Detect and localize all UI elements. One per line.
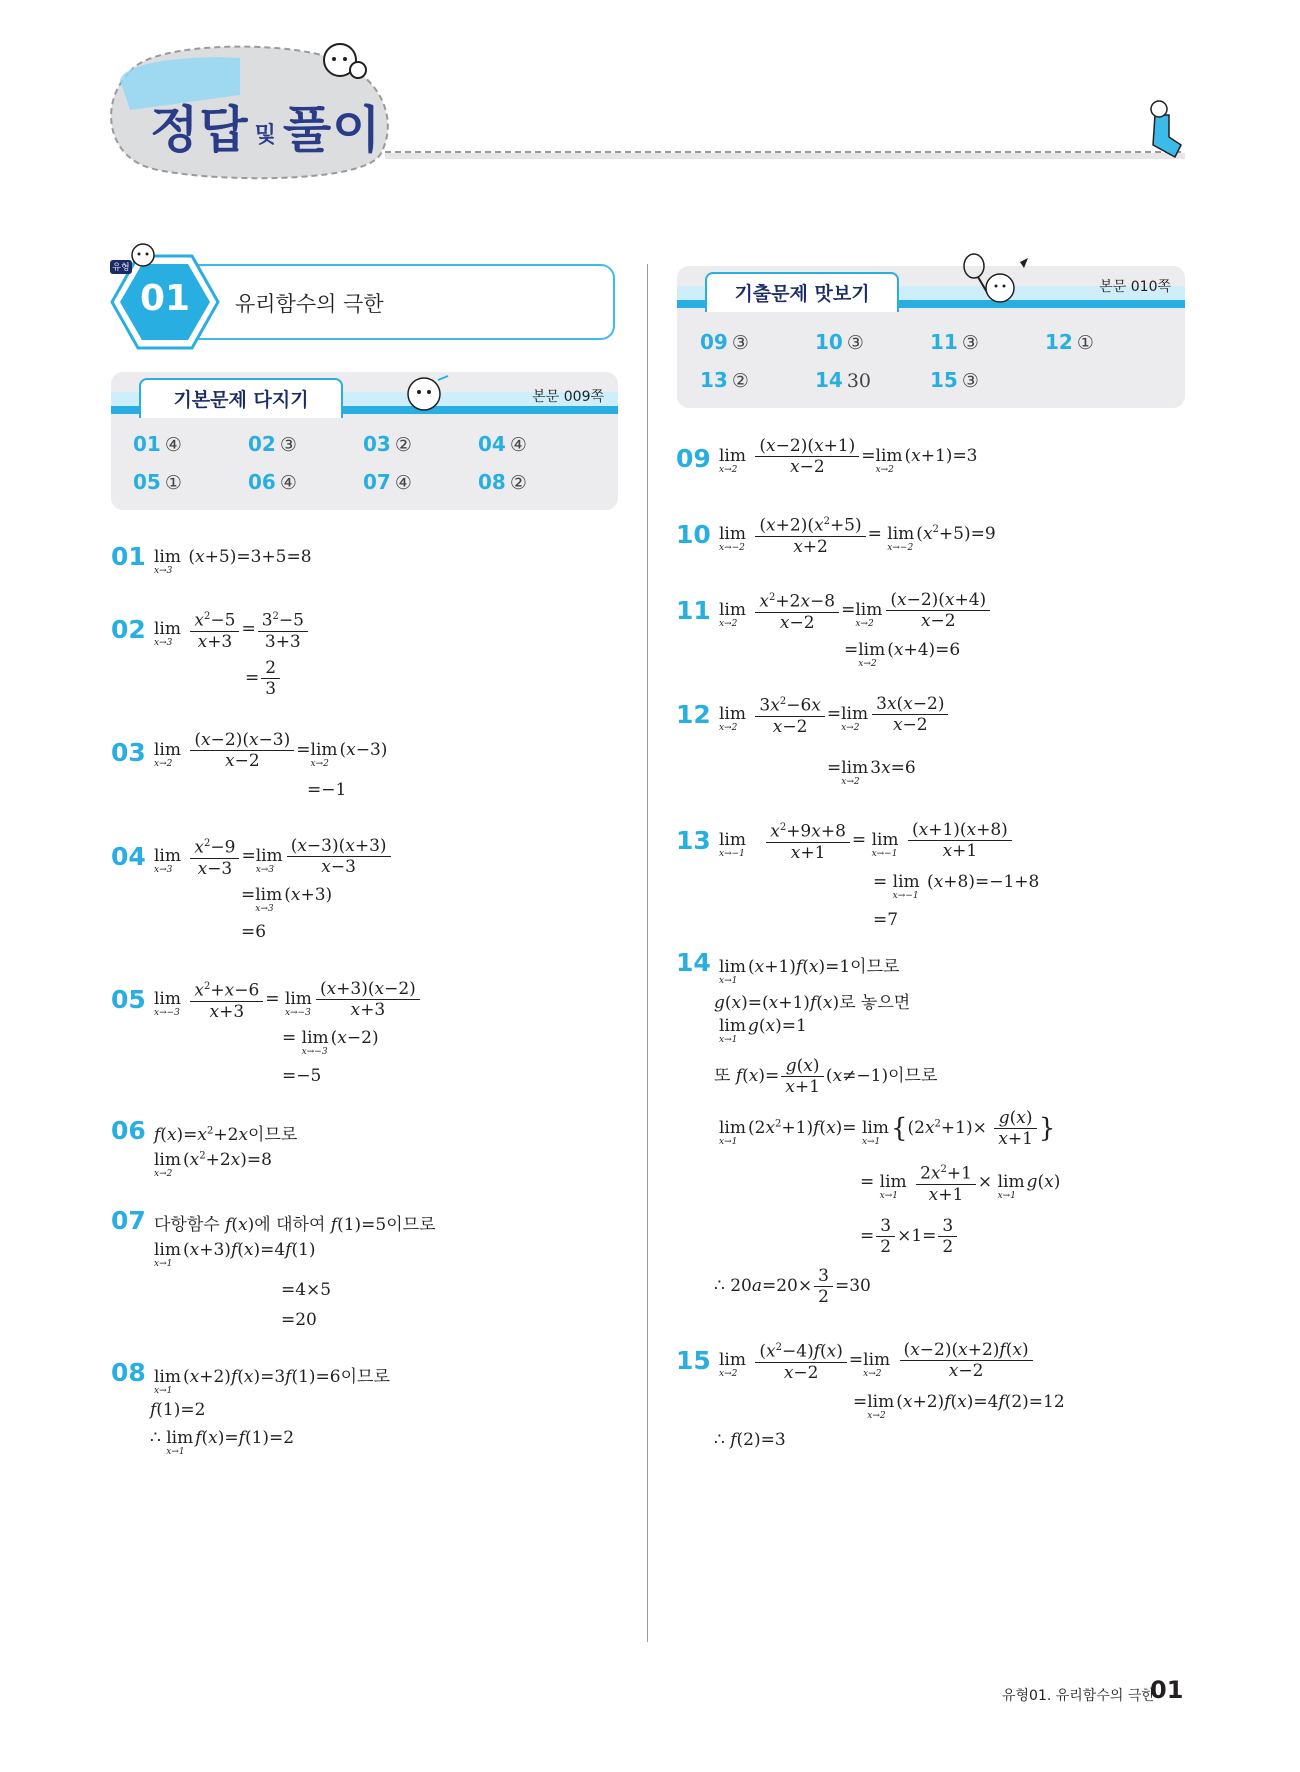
solution-07-line4: =20 [281, 1310, 317, 1330]
solution-04-line2: =lim x→3 (x+3) [241, 885, 333, 914]
cat-icon [128, 240, 158, 270]
solution-13: lim x→−1 $\frac{x^2+9x+8}{x+1}$ = lim x→−1 $\frac{(x+1)(x+8)}{x+1}$ [719, 818, 1014, 863]
solution-number: 05 [111, 985, 146, 1014]
solution-number: 12 [676, 700, 711, 729]
sock-icon [1151, 101, 1181, 157]
solution-07-line3: =4×5 [281, 1280, 332, 1300]
solution-number: 04 [111, 842, 146, 871]
solution-05-line3: =−5 [282, 1066, 322, 1086]
solution-07: 다항함수 f(x)에 대하여 f(1)=5이므로 [154, 1215, 436, 1235]
basic-box-tab: 기본문제 다지기 [139, 378, 343, 418]
solution-number: 06 [111, 1116, 146, 1145]
solution-08-line2: f(1)=2 [150, 1400, 206, 1420]
section-title: 유리함수의 극한 [235, 292, 384, 316]
solution-14-line7: = $\frac{3}{2}$ ×1= $\frac{3}{2}$ [860, 1216, 959, 1257]
solution-12-line2: =lim x→2 3x=6 [827, 758, 916, 787]
solution-05-line2: = lim x→−3 (x−2) [282, 1028, 379, 1057]
cat-icon [324, 44, 366, 78]
solution-14-line3: lim x→1 g(x)=1 [719, 1016, 807, 1045]
exam-answer-10: 10 ③ [815, 330, 864, 354]
solution-12: lim x→2 $\frac{3x^2-6x}{x-2}$ =lim x→2 $\frac{3x(x-2)}{x-2}$ [719, 692, 950, 737]
solution-09: lim x→2 $\frac{(x-2)(x+1)}{x-2}$ =lim x→2 (x+1)=3 [719, 436, 978, 477]
solution-14-line8: ∴ 20a=20× $\frac{3}{2}$ =30 [714, 1266, 871, 1307]
solution-14: lim x→1 (x+1)f(x)=1이므로 [719, 957, 900, 986]
solution-14-line5: lim x→1 $(2x^2+1)f(x)= \lim$ x→1 {$(2x^2+1)\times$ $\frac{g(x)}{x+1}$ } [719, 1108, 1056, 1149]
exam-answer-09: 09 ③ [700, 330, 749, 354]
solution-number: 10 [676, 520, 711, 549]
solution-14-line2: g(x)=(x+1)f(x)로 놓으면 [714, 993, 911, 1013]
solution-01: lim x→3 (x+5)=3+5=8 [154, 547, 312, 576]
solution-number: 02 [111, 615, 146, 644]
basic-answer-01: 01 ④ [133, 432, 182, 456]
page-title: 정답 및 풀이 [150, 101, 382, 159]
solution-number: 03 [111, 738, 146, 767]
solution-13-line3: =7 [873, 910, 899, 930]
exam-answer-12: 12 ① [1045, 330, 1094, 354]
solution-11-line2: =lim x→2 (x+4)=6 [844, 640, 961, 669]
basic-answer-03: 03 ② [363, 432, 412, 456]
basic-answer-07: 07 ④ [363, 470, 412, 494]
solution-number: 14 [676, 948, 711, 977]
solution-number: 11 [676, 596, 711, 625]
solution-05: lim x→−3 $\frac{x^2+x-6}{x+3}$ = lim x→−3 $\frac{(x+3)(x-2)}{x+3}$ [154, 977, 422, 1022]
solution-15: lim x→2 $\frac{(x^2-4)f(x)}{x-2}$ =lim x→2 $\frac{(x-2)(x+2)f(x)}{x-2}$ [719, 1338, 1035, 1383]
solution-number: 15 [676, 1346, 711, 1375]
solution-03-line2: =−1 [307, 780, 347, 800]
basic-answer-02: 02 ③ [248, 432, 297, 456]
basic-answer-04: 04 ④ [478, 432, 527, 456]
solution-07-line2: lim x→1 (x+3)f(x)=4f(1) [154, 1240, 316, 1269]
basic-answer-05: 05 ① [133, 470, 182, 494]
cat-icon [402, 372, 452, 416]
solution-number: 01 [111, 542, 146, 571]
solution-number: 07 [111, 1206, 146, 1235]
basic-box-ref: 본문 009쪽 [532, 389, 604, 405]
basic-answer-06: 06 ④ [248, 470, 297, 494]
solution-04: lim x→3 $\frac{x^2-9}{x-3}$ =lim x→3 $\frac{(x-3)(x+3)}{x-3}$ [154, 834, 393, 879]
section-banner [160, 264, 615, 340]
solution-04-line3: =6 [241, 922, 267, 942]
solution-15-line3: ∴ f(2)=3 [714, 1430, 786, 1450]
exam-box-ref: 본문 010쪽 [1099, 279, 1171, 295]
badminton-cat-icon [958, 252, 1038, 322]
solution-08: lim x→1 (x+2)f(x)=3f(1)=6이므로 [154, 1367, 390, 1396]
solution-02-line2: = $\frac{2}{3}$ [245, 658, 282, 699]
solution-08-line3: ∴ lim x→1 f(x)=f(1)=2 [150, 1428, 295, 1457]
solution-10: lim x→−2 $\frac{(x+2)(x^2+5)}{x+2}$ = lim x→−2 $(x^2+5)=9$ [719, 512, 996, 557]
page-number: 01 [1150, 1676, 1184, 1704]
solution-14-line4: 또 f(x)= $\frac{g(x)}{x+1}$ (x≠−1)이므로 [714, 1056, 938, 1097]
solution-number: 13 [676, 826, 711, 855]
solution-11: lim x→2 $\frac{x^2+2x-8}{x-2}$ =lim x→2 $\frac{(x-2)(x+4)}{x-2}$ [719, 588, 992, 633]
section-tag: 유형 [112, 263, 130, 273]
solution-03: lim x→2 $\frac{(x-2)(x-3)}{x-2}$ =lim x→2 (x−3) [154, 730, 388, 771]
solution-06: $f(x)=x^2+2x$이므로 [154, 1125, 298, 1145]
exam-answer-14: 14 30 [815, 368, 872, 392]
solution-15-line2: =lim x→2 (x+2)f(x)=4f(2)=12 [853, 1392, 1065, 1421]
solution-14-line6: = lim x→1 $\frac{2x^2+1}{x+1}$ × lim x→1 g(x) [860, 1160, 1060, 1205]
solution-number: 09 [676, 444, 711, 473]
solution-06-line2: lim x→2 $(x^2+2x)=8$ [154, 1150, 272, 1179]
exam-answer-13: 13 ② [700, 368, 749, 392]
basic-answer-08: 08 ② [478, 470, 527, 494]
exam-answer-15: 15 ③ [930, 368, 979, 392]
column-divider [647, 264, 648, 1642]
solution-number: 08 [111, 1358, 146, 1387]
footer-text: 유형01. 유리함수의 극한 [1002, 1688, 1155, 1704]
exam-answer-11: 11 ③ [930, 330, 979, 354]
section-number: 01 [139, 278, 191, 319]
solution-13-line2: = lim x→−1 (x+8)=−1+8 [873, 872, 1040, 901]
exam-box-tab: 기출문제 맛보기 [705, 272, 899, 312]
solution-02: lim x→3 $\frac{x^2-5}{x+3}$ = $\frac{3^2-5}{3+3}$ [154, 607, 310, 652]
